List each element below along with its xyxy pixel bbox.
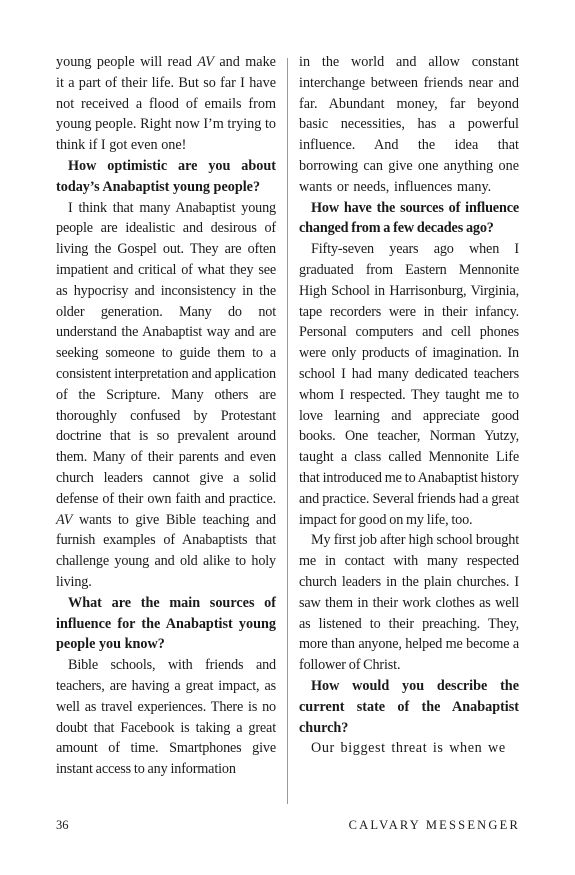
paragraph: Fifty-seven years ago when I graduated from Eastern Mennonite High School in Harrisonburg, Virginia, tape recorders were in their infancy. Personal computers and cell phones were only products of imagination. In school I had many dedicated teachers whom I respected. They taught me to love learning and appreciate good books. One teacher, Norman Yutzy, taught a class called Mennonite Life that introduced me to Anabaptist history and practice. Several friends had a great impact for good on my life, too. [299, 241, 519, 528]
publication-abbrev: AV [56, 511, 73, 528]
paragraph: My first job after high school brought me in contact with many respected church leaders in the plain churches. I saw them in their work clothes as well as listened to their preaching. They, more than anyone, helped me become a follower of Christ. [299, 532, 519, 674]
column-divider [287, 58, 288, 804]
right-column [299, 52, 519, 759]
paragraph-continued: young people will read AV and make it a part of their life. But so far I have not received a flood of emails from young people. Right now I’m trying to think if I got even one! [56, 54, 276, 154]
left-column [56, 52, 276, 780]
paragraph: I think that many Anabaptist young people are idealistic and desirous of living the Gospel out. They are often impatient and critical of what they see as hypocrisy and inconsistency in the older generation. Many do not understand the Anabaptist way and are seeking someone to guide them to a consistent interpretation and application of the Scripture. Many others are thoroughly confused by Protestant doctrine that is so prevalent around them. Many of their parents and even church leaders cannot give a solid defense of their own faith and practice. AV wants to give Bible teaching and furnish examples of Anabaptists that challenge young and old alike to holy living. [56, 199, 276, 590]
paragraph: Our biggest threat is when we [311, 740, 506, 757]
interview-question: How would you describe the current state of the Anabaptist church? [299, 677, 519, 736]
running-head: CALVARY MESSENGER [348, 818, 520, 832]
page-number: 36 [56, 818, 69, 832]
paragraph-continued: in the world and allow constant interchange between friends near and far. Abundant money, far beyond basic necessities, has a powerful influence. And the idea that borrowing can give one anything one wants or needs, influences many. [299, 54, 519, 195]
paragraph: Bible schools, with friends and teachers, are having a great impact, as well as travel experiences. There is no doubt that Facebook is taking a great amount of time. Smartphones give instant access to any information [56, 657, 276, 778]
interview-question: What are the main sources of influence for the Anabaptist young people you know? [56, 594, 276, 653]
interview-question: How have the sources of influence changed from a few decades ago? [299, 199, 519, 237]
publication-abbrev: AV [197, 54, 214, 70]
interview-question: How optimistic are you about today’s Anabaptist young people? [56, 157, 276, 195]
